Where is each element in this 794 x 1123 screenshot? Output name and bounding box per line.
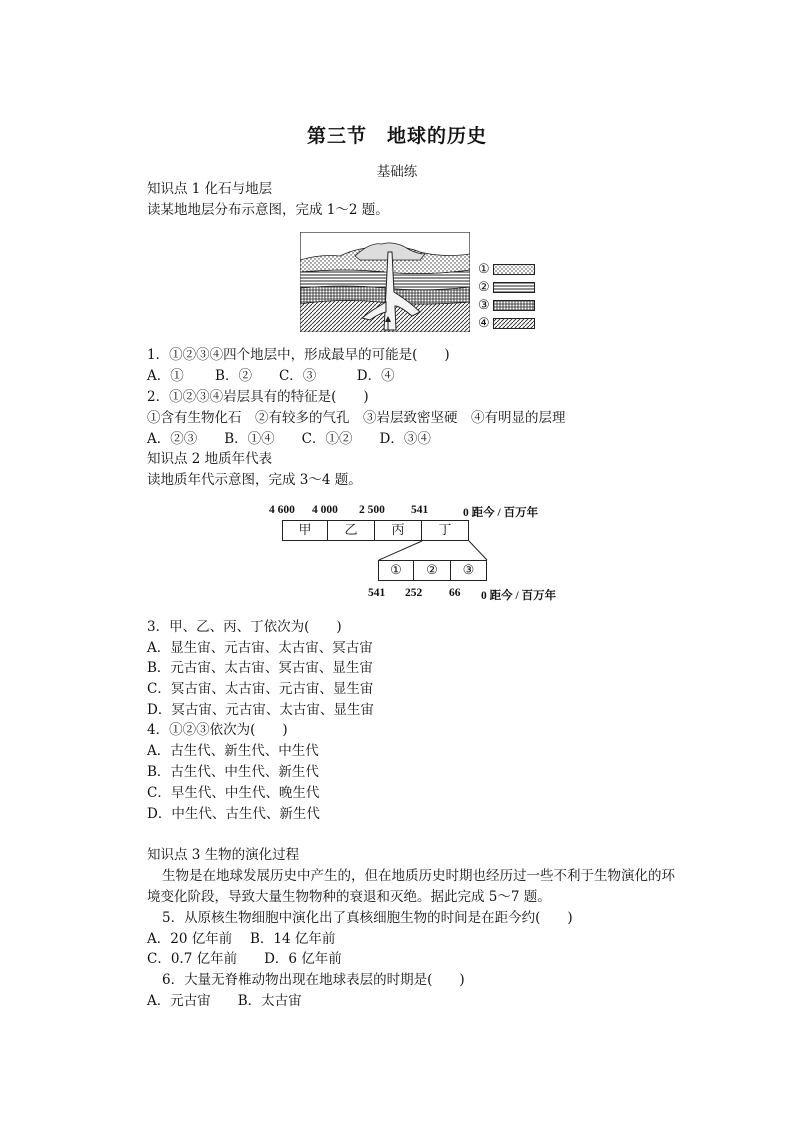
question-3-option-a: A．显生宙、元古宙、太古宙、冥古宙 [147, 640, 373, 656]
legend-item-3 [478, 298, 535, 313]
question-1-options: A．① B．② C．③ D．④ [147, 368, 395, 384]
tick-label-541-bottom: 541 [368, 587, 386, 599]
question-3-stem: 3．甲、乙、丙、丁依次为( ) [147, 619, 342, 635]
question-4-option-d: D．中生代、古生代、新生代 [147, 806, 320, 822]
era-box-3: ③ [450, 560, 487, 581]
strata-diagram-graphic [300, 232, 470, 332]
legend-label-2: ② [478, 280, 490, 295]
legend-label-4: ④ [478, 316, 490, 331]
tick-label-252: 252 [405, 587, 423, 599]
eon-box-ding: 丁 [421, 520, 469, 541]
era-box-1: ① [378, 560, 414, 581]
eon-box-bing: 丙 [374, 520, 422, 541]
section-paragraph-line-1: 生物是在地球发展历史中产生的，但在地质历史时期也经历过一些不利于生物演化的环 [162, 868, 675, 884]
question-6-options-line-1: A．元古宙 B．太古宙 [147, 993, 302, 1009]
question-4-option-a: A．古生代、新生代、中生代 [147, 743, 319, 759]
question-4-option-c: C．早生代、中生代、晚生代 [147, 785, 320, 801]
era-box-2: ② [413, 560, 451, 581]
legend-item-2 [478, 280, 535, 295]
question-3-option-c: C．冥古宙、太古宙、元古宙、显生宙 [147, 681, 374, 697]
legend-swatch-diagonal [493, 318, 535, 329]
legend-item-1 [478, 262, 535, 277]
question-3-option-d: D．冥古宙、元古宙、太古宙、显生宙 [147, 702, 374, 718]
tick-label-4000: 4 000 [312, 504, 338, 516]
question-1-stem: 1．①②③④四个地层中，形成最早的可能是( ) [147, 347, 450, 363]
tick-label-66: 66 [449, 587, 461, 599]
legend-label-3: ③ [478, 298, 490, 313]
question-2-stem: 2．①②③④岩层具有的特征是( ) [147, 389, 369, 405]
question-5-stem: 5．从原核生物细胞中演化出了真核细胞生物的时间是在距今约( ) [162, 910, 573, 926]
tick-label-0-bottom: 0 距今 / 百万年 [481, 590, 557, 602]
question-4-stem: 4．①②③依次为( ) [147, 722, 288, 738]
tick-label-2500: 2 500 [359, 504, 385, 516]
eon-box-jia: 甲 [282, 520, 328, 541]
section-intro-geologic-time: 读地质年代示意图，完成 3～4 题。 [147, 472, 362, 488]
strata-diagram [300, 232, 470, 332]
question-2-options: A．②③ B．①④ C．①② D．③④ [147, 431, 431, 447]
section-intro-fossils: 读某地地层分布示意图，完成 1～2 题。 [147, 202, 389, 218]
legend-swatch-grid [493, 300, 535, 311]
section-heading-fossils: 知识点 1 化石与地层 [147, 181, 273, 197]
tick-label-4600: 4 600 [269, 504, 295, 516]
question-5-options-line-2: C．0.7 亿年前 D．6 亿年前 [147, 951, 342, 967]
question-3-option-b: B．元古宙、太古宙、冥古宙、显生宙 [147, 660, 373, 676]
section-paragraph-line-2: 境变化阶段，导致大量生物物种的衰退和灭绝。据此完成 5～7 题。 [147, 889, 551, 905]
question-6-stem: 6．大量无脊椎动物出现在地球表层的时期是( ) [162, 972, 465, 988]
tick-label-541: 541 [411, 504, 429, 516]
legend-item-4 [478, 316, 535, 331]
geologic-timeline [265, 503, 585, 603]
section-heading-evolution: 知识点 3 生物的演化过程 [147, 847, 300, 863]
legend-swatch-hlines [493, 282, 535, 293]
question-2-statements: ①含有生物化石 ②有较多的气孔 ③岩层致密坚硬 ④有明显的层理 [147, 410, 566, 426]
eon-box-yi: 乙 [327, 520, 375, 541]
legend-label-1: ① [478, 262, 490, 277]
legend-swatch-dots [493, 264, 535, 275]
question-5-options-line-1: A．20 亿年前 B．14 亿年前 [147, 931, 336, 947]
page-title: 第三节 地球的历史 [306, 125, 487, 147]
question-4-option-b: B．古生代、中生代、新生代 [147, 764, 319, 780]
page-subtitle: 基础练 [376, 164, 418, 180]
tick-label-0-top: 0 距今 / 百万年 [463, 507, 539, 519]
section-heading-geologic-time: 知识点 2 地质年代表 [147, 451, 273, 467]
